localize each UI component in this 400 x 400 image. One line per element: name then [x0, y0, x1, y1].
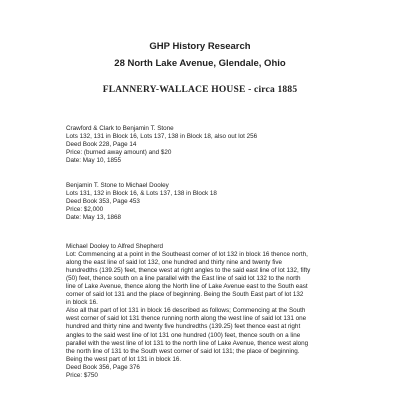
- house-title: FLANNERY-WALLACE HOUSE - circa 1885: [102, 85, 298, 95]
- record-line: the north line of 131 to the South west corner of said lot 131; the place of beginning.: [66, 347, 300, 355]
- record-line: (50) feet, thence south on a line parallel with the East line of said lot 132 to the north: [66, 275, 301, 283]
- deed-record: [66, 182, 386, 222]
- record-line: Price: $2,000: [66, 206, 104, 214]
- record-line: corner of said lot 131 and the place of beginning. Being the South East part of lot 132: [66, 291, 304, 299]
- record-line: west corner of said lot 131 thence running north along the west line of said lot 131 one: [66, 315, 307, 323]
- record-line: Also all that part of lot 131 in block 16 described as follows; Commencing at the South: [66, 307, 306, 315]
- record-line: Lots 132, 131 in Block 16, Lots 137, 138 in Block 18, also out lot 256: [66, 133, 258, 141]
- record-line: Deed Book 356, Page 376: [66, 363, 140, 371]
- record-line: hundred and thirty nine and twenty five hundredths (139.25) feet thence east at right: [66, 323, 301, 331]
- deed-record: [66, 125, 386, 165]
- record-line: in block 16.: [66, 299, 98, 307]
- record-line: Deed Book 228, Page 14: [66, 141, 137, 149]
- record-line: Price: (burned away amount) and $20: [66, 149, 172, 157]
- deed-record: [66, 243, 386, 380]
- address-title: 28 North Lake Avenue, Glendale, Ohio: [114, 58, 286, 69]
- record-line: Benjamin T. Stone to Michael Dooley: [66, 182, 169, 189]
- record-line: hundredths (139.25) feet, thence west at right angles to the said east line of lot 132, fifty: [66, 267, 311, 275]
- org-title: GHP History Research: [149, 41, 251, 52]
- record-line: Deed Book 353, Page 453: [66, 198, 140, 206]
- record-line: along the east line of said lot 132, one hundred and thirty nine and twenty five: [66, 259, 282, 267]
- record-line: Being the west part of lot 131 in block 16.: [66, 355, 182, 363]
- record-line: Crawford & Clark to Benjamin T. Stone: [66, 125, 174, 132]
- record-line: Lot: Commencing at a point in the Southeast corner of lot 132 in block 16 thence north,: [66, 251, 308, 259]
- record-line: Lots 131, 132 in Block 16, & Lots 137, 138 in Block 18: [66, 190, 217, 198]
- record-line: Date: May 10, 1855: [66, 157, 121, 165]
- record-line: Date: May 13, 1868: [66, 214, 121, 222]
- record-line: angles to the said west line of lot 131 one hundred (100) feet, thence south on a line: [66, 331, 301, 339]
- record-line: Price: $750: [66, 371, 98, 379]
- record-line: line of Lake Avenue, thence along the North line of Lake Avenue east to the South east: [66, 283, 308, 291]
- record-line: Michael Dooley to Alfred Shepherd: [66, 243, 163, 250]
- record-line: parallel with the west line of lot 131 to the north line of Lake Avenue, thence west along: [66, 339, 309, 347]
